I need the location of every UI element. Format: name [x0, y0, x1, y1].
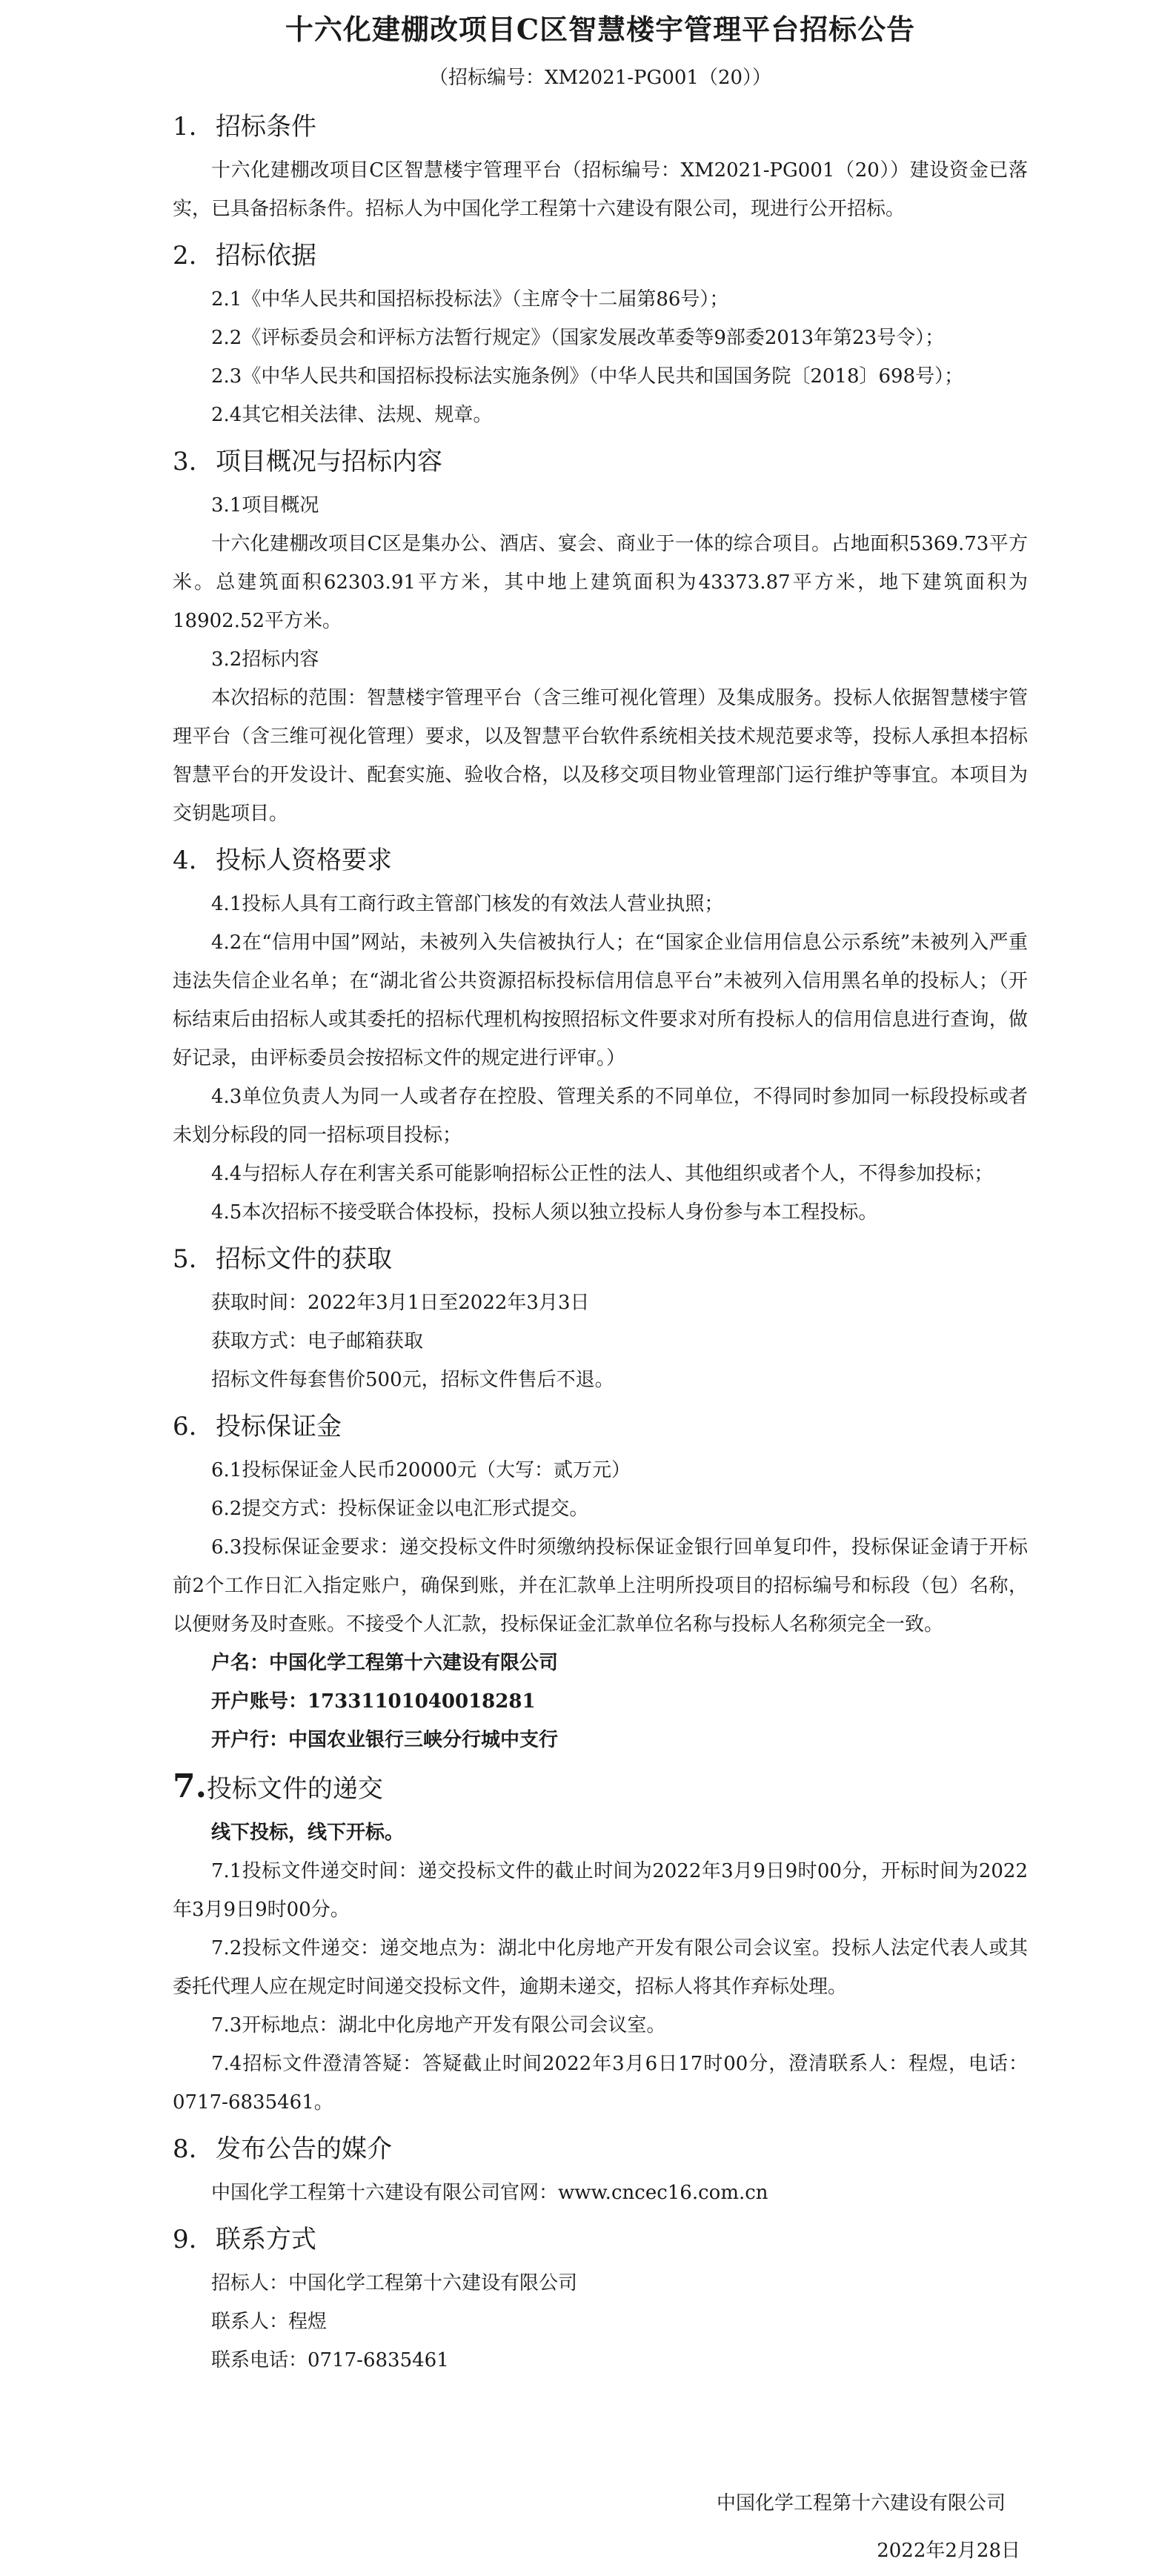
- section-5-heading: 5. 招标文件的获取: [173, 1244, 392, 1274]
- section-7-item: 7.3开标地点：湖北中化房地产开发有限公司会议室。: [211, 2014, 666, 2036]
- section-3-text: 本次招标的范围：智慧楼宇管理平台（含三维可视化管理）及集成服务。投标人依据智慧楼宇管理平台（含三维可视化管理）要求，以及智慧平台软件系统相关技术规范要求等，投标人承担本招标智慧平台的开发设计、配套实施、验收合格，以及移交项目物业管理部门运行维护等事宜。本项目为交钥匙项目。: [173, 687, 1028, 825]
- section-2-item: 2.1《中华人民共和国招标投标法》（主席令十二届第86号）；: [211, 288, 729, 311]
- section-4-item: 4.5本次招标不接受联合体投标，投标人须以独立投标人身份参与本工程投标。: [211, 1201, 878, 1224]
- section-7-item: 7.4招标文件澄清答疑：答疑截止时间2022年3月6日17时00分，澄清联系人：程煜，电话：0717-6835461。: [173, 2053, 1028, 2114]
- section-1-text: 十六化建棚改项目C区智慧楼宇管理平台（招标编号：XM2021-PG001（20））建设资金已落实，已具备招标条件。招标人为中国化学工程第十六建设有限公司，现进行公开招标。: [173, 159, 1028, 220]
- section-4-item: 4.3单位负责人为同一人或者存在控股、管理关系的不同单位，不得同时参加同一标段投标或者未划分标段的同一招标项目投标；: [173, 1086, 1028, 1146]
- section-4-heading: 4. 投标人资格要求: [173, 846, 392, 875]
- section-2-item: 2.4其它相关法律、法规、规章。: [211, 404, 493, 426]
- section-5-item: 获取时间：2022年3月1日至2022年3月3日: [211, 1292, 590, 1314]
- section-7-heading: 7.投标文件的递交: [173, 1767, 383, 1805]
- section-2-item: 2.3《中华人民共和国招标投标法实施条例》（中华人民共和国国务院〔2018〕698号）；: [211, 365, 964, 388]
- section-4-item: 4.2在“信用中国”网站，未被列入失信被执行人；在“国家企业信用信息公示系统”未被列入严重违法失信企业名单；在“湖北省公共资源招标投标信用信息平台”未被列入信用黑名单的投标人；（开标结束后由招标人或其委托的招标代理机构按照招标文件要求对所有投标人的信用信息进行查询，做好记录，由评标委员会按招标文件的规定进行评审。）: [173, 932, 1028, 1069]
- section-7-note: 线下投标，线下开标。: [211, 1822, 405, 1844]
- section-9-item: 联系电话：0717-6835461: [211, 2349, 449, 2371]
- section-9-item: 招标人：中国化学工程第十六建设有限公司: [211, 2272, 578, 2294]
- section-9-item: 联系人：程煜: [211, 2311, 328, 2333]
- tender-number: （招标编号：XM2021-PG001（20））: [428, 67, 772, 89]
- section-1-heading: 1. 招标条件: [173, 112, 316, 142]
- document-title: 十六化建棚改项目C区智慧楼宇管理平台招标公告: [285, 13, 916, 46]
- account-number: 开户账号：17331101040018281: [211, 1690, 536, 1713]
- signature-company: 中国化学工程第十六建设有限公司: [716, 2492, 1006, 2514]
- section-8-text: 中国化学工程第十六建设有限公司官网：www.cncec16.com.cn: [211, 2182, 768, 2204]
- section-6-item: 6.2提交方式：投标保证金以电汇形式提交。: [211, 1498, 589, 1520]
- signature-date: 2022年2月28日: [877, 2540, 1020, 2562]
- section-3-text: 十六化建棚改项目C区是集办公、酒店、宴会、商业于一体的综合项目。占地面积5369.73平方米。总建筑面积62303.91平方米，其中地上建筑面积为43373.87平方米，地下建筑面积为18902.52平方米。: [173, 533, 1028, 632]
- section-5-item: 获取方式：电子邮箱获取: [211, 1330, 424, 1352]
- account-name: 户名：中国化学工程第十六建设有限公司: [211, 1652, 559, 1674]
- section-3-heading: 3. 项目概况与招标内容: [173, 447, 442, 477]
- section-5-item: 招标文件每套售价500元，招标文件售后不退。: [211, 1369, 614, 1391]
- section-2-heading: 2. 招标依据: [173, 241, 316, 270]
- section-4-item: 4.1投标人具有工商行政主管部门核发的有效法人营业执照；: [211, 893, 724, 915]
- section-6-item: 6.1投标保证金人民币20000元（大写：贰万元）: [211, 1459, 631, 1481]
- section-2-item: 2.2《评标委员会和评标方法暂行规定》（国家发展改革委等9部委2013年第23号令）；: [211, 327, 945, 349]
- section-9-heading: 9. 联系方式: [173, 2225, 316, 2254]
- section-4-item: 4.4与招标人存在利害关系可能影响招标公正性的法人、其他组织或者个人，不得参加投标；: [211, 1163, 994, 1185]
- section-8-heading: 8. 发布公告的媒介: [173, 2134, 392, 2164]
- section-3-subheading: 3.1项目概况: [211, 494, 319, 517]
- section-7-item: 7.2投标文件递交：递交地点为：湖北中化房地产开发有限公司会议室。投标人法定代表人或其委托代理人应在规定时间递交投标文件，逾期未递交，招标人将其作弃标处理。: [173, 1937, 1028, 1998]
- section-6-item: 6.3投标保证金要求：递交投标文件时须缴纳投标保证金银行回单复印件，投标保证金请于开标前2个工作日汇入指定账户，确保到账，并在汇款单上注明所投项目的招标编号和标段（包）名称，以便财务及时查账。不接受个人汇款，投标保证金汇款单位名称与投标人名称须完全一致。: [173, 1536, 1028, 1636]
- section-6-heading: 6. 投标保证金: [173, 1412, 342, 1441]
- section-7-item: 7.1投标文件递交时间：递交投标文件的截止时间为2022年3月9日9时00分，开标时间为2022年3月9日9时00分。: [173, 1860, 1028, 1921]
- section-3-subheading: 3.2招标内容: [211, 648, 319, 671]
- bank-name: 开户行：中国农业银行三峡分行城中支行: [211, 1729, 559, 1751]
